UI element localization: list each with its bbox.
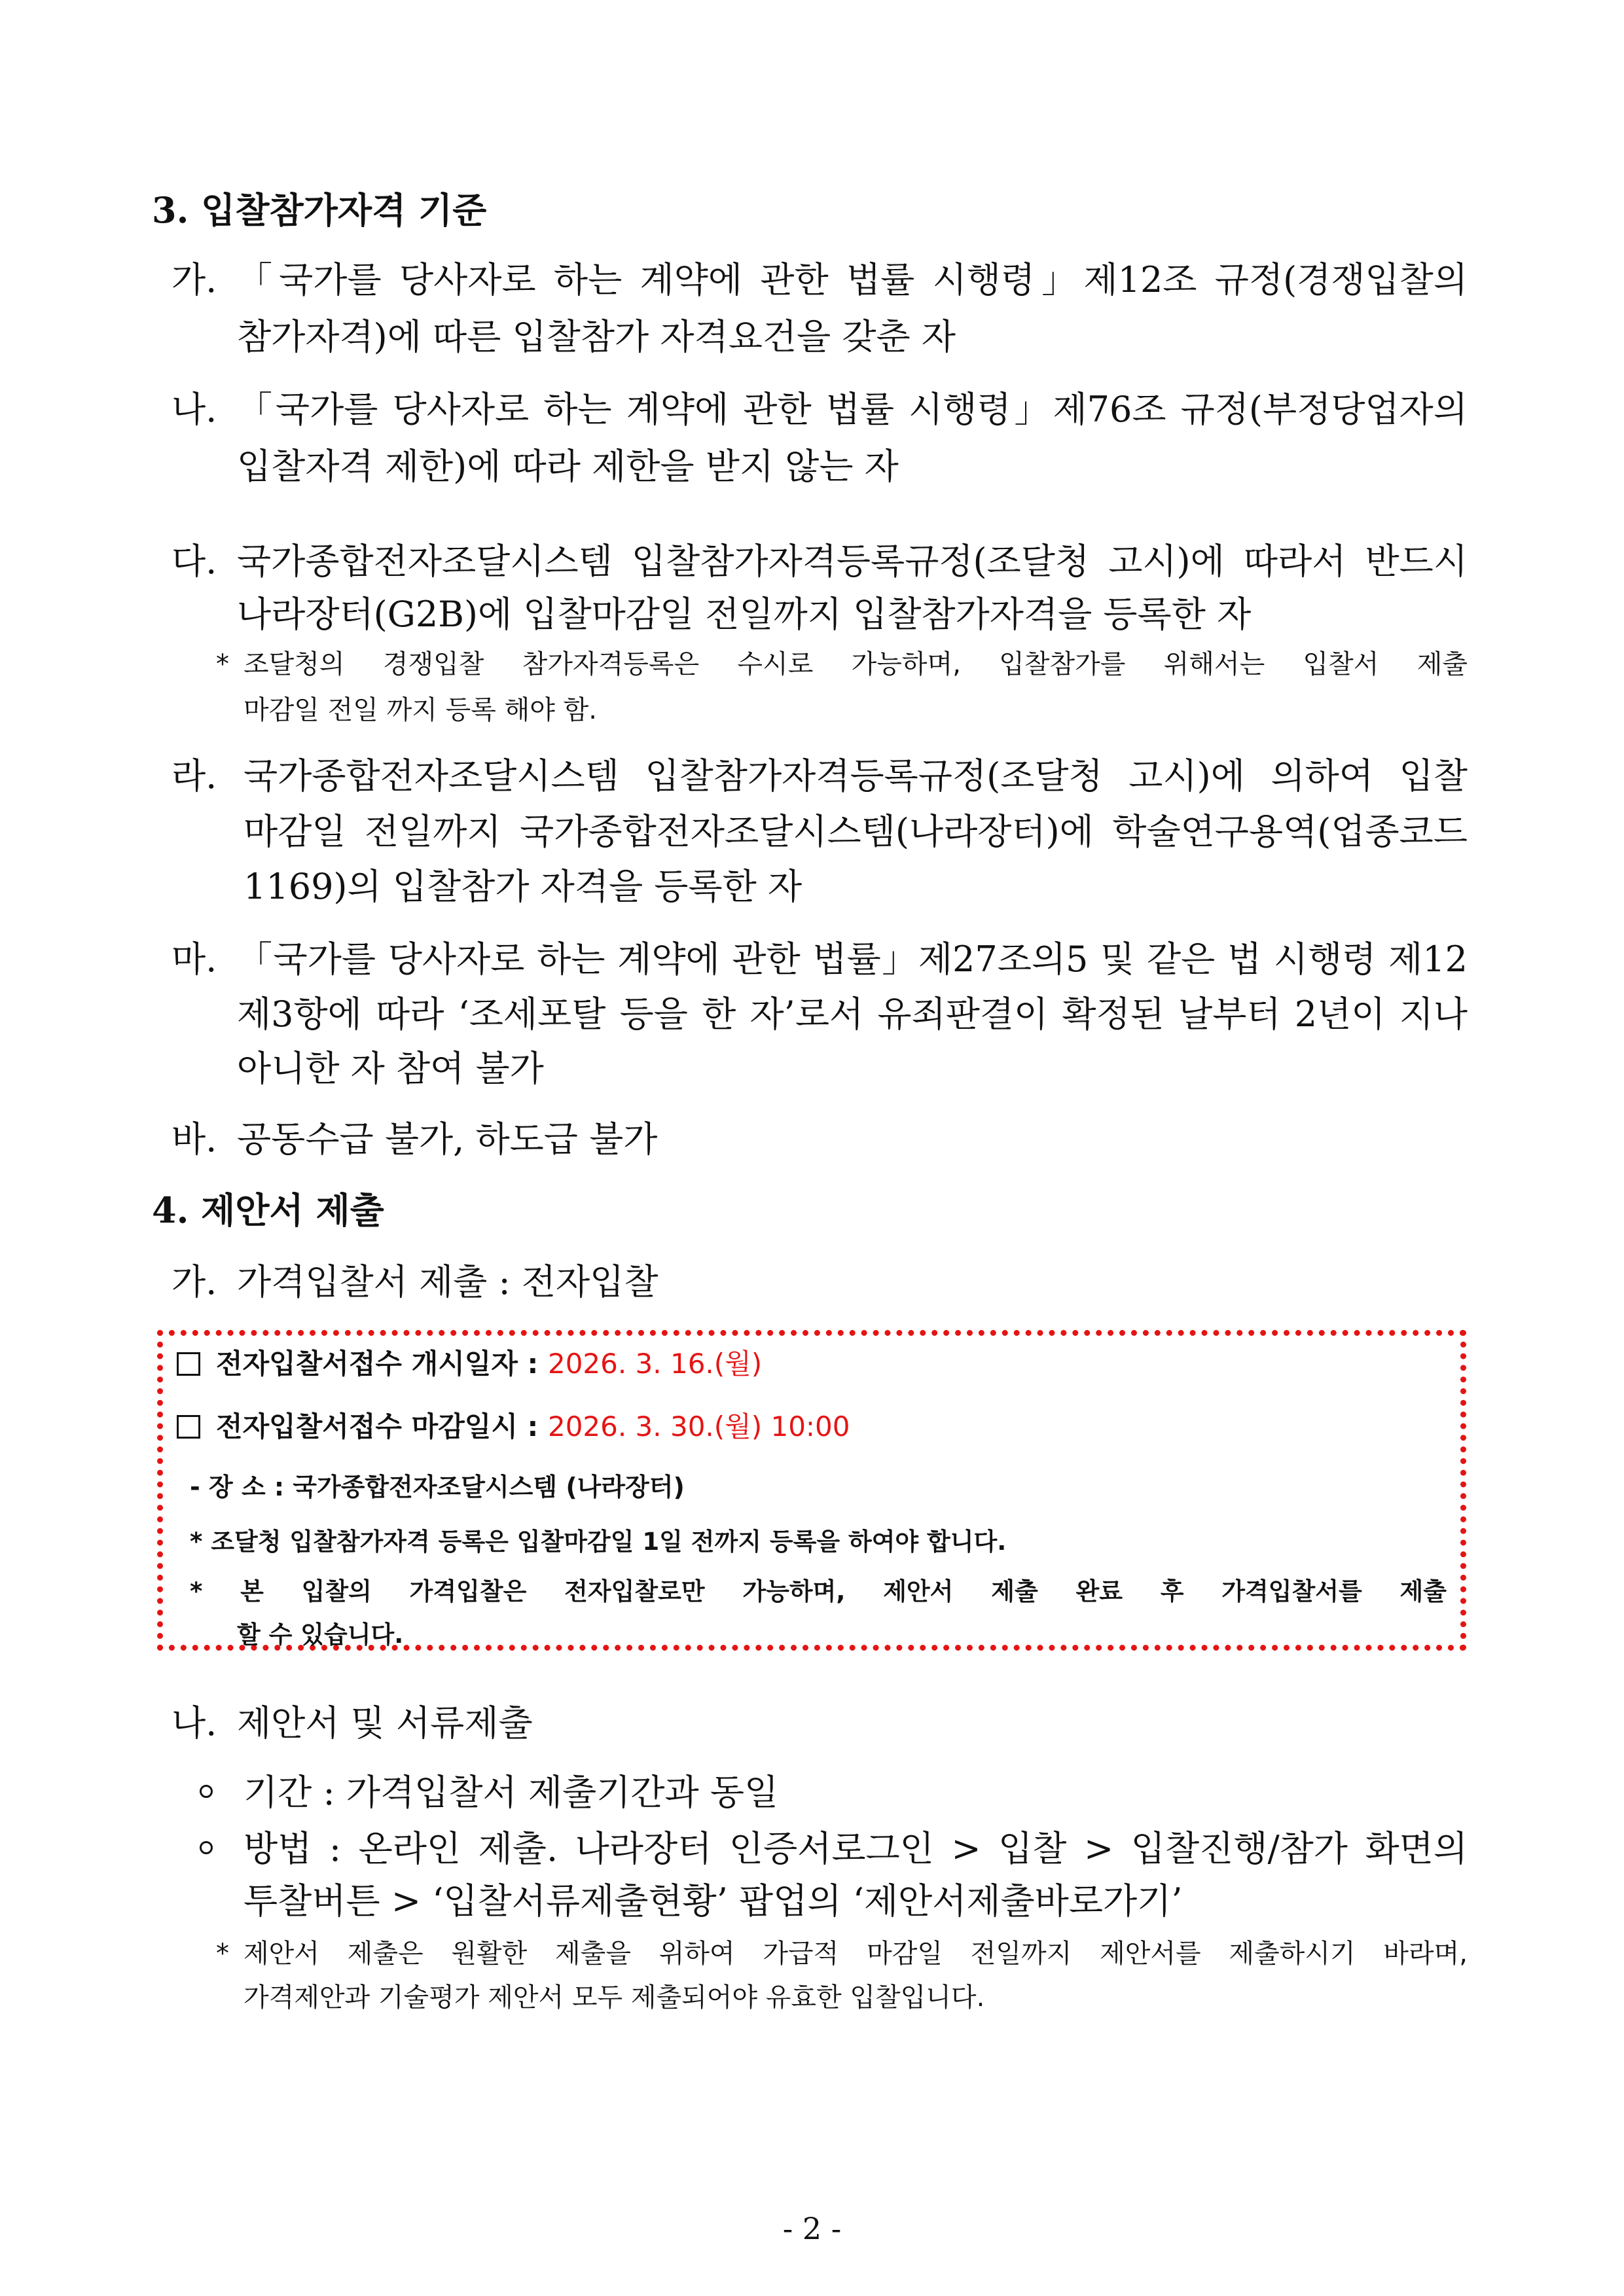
item-text: 「국가를 당사자로 하는 계약에 관한 법률」제27조의5 및 같은 법 시행령 제12 (237, 939, 1468, 980)
schedule-place: - 장 소 : 국가종합전자조달시스템 (나라장터) (190, 1473, 685, 1501)
item-marker: 가. (171, 1261, 217, 1302)
note-text: 제안서 제출은 원활한 제출을 위하여 가급적 마감일 전일까지 제안서를 제출하시기 바라며, (244, 1939, 1468, 1969)
item-text: 공동수급 불가, 하도급 불가 (237, 1119, 658, 1160)
page-number: - 2 - (782, 2211, 842, 2246)
checkbox-icon (177, 1352, 200, 1376)
period-row (200, 1771, 213, 1814)
note-text: 마감일 전일 까지 등록 해야 함. (244, 695, 597, 725)
note-marker: * (216, 649, 229, 679)
note-marker: * (216, 1939, 229, 1969)
method-text: 방법 : 온라인 제출. 나라장터 인증서로그인 > 입찰 > 입찰진행/참가 화면의 (244, 1828, 1468, 1869)
item-marker: 마. (171, 939, 217, 980)
note-text: 조달청의 경쟁입찰 참가자격등록은 수시로 가능하며, 입찰참가를 위해서는 입찰서 제출 (244, 649, 1468, 679)
item-text: 가격입찰서 제출 : 전자입찰 (237, 1261, 659, 1302)
section-3-heading: 3. 입찰참가자격 기준 (152, 189, 487, 231)
item-text: 1169)의 입찰참가 자격을 등록한 자 (244, 866, 803, 907)
item-text: 아니한 자 참여 불가 (237, 1048, 544, 1089)
section-4-heading: 4. 제안서 제출 (152, 1189, 384, 1231)
price-bid-note: * 본 입찰의 가격입찰은 전자입찰로만 가능하며, 제안서 제출 완료 후 가격입찰서를 제출 (190, 1577, 1447, 1605)
note-text: 가격제안과 기술평가 제안서 모두 제출되어야 유효한 입찰입니다. (244, 1982, 985, 2013)
item-text: 국가종합전자조달시스템 입찰참가자격등록규정(조달청 고시)에 의하여 입찰 (244, 755, 1468, 797)
price-bid-note-cont: 할 수 있습니다. (237, 1621, 404, 1649)
schedule-open-label: 전자입찰서접수 개시일자 : (216, 1348, 539, 1380)
period-text: 기간 : 가격입찰서 제출기간과 동일 (244, 1772, 779, 1813)
schedule-open-row (177, 1344, 762, 1384)
method-row (200, 1827, 213, 1871)
item-text: 마감일 전일까지 국가종합전자조달시스템(나라장터)에 학술연구용역(업종코드 (244, 811, 1468, 852)
item-text: 국가종합전자조달시스템 입찰참가자격등록규정(조달청 고시)에 따라서 반드시 (237, 541, 1468, 582)
item-marker: 다. (171, 541, 217, 582)
item-text: 「국가를 당사자로 하는 계약에 관한 법률 시행령」제12조 규정(경쟁입찰의 (237, 259, 1468, 300)
item-text: 나라장터(G2B)에 입찰마감일 전일까지 입찰참가자격을 등록한 자 (237, 594, 1252, 635)
item-marker: 라. (171, 755, 217, 797)
circle-bullet-icon (200, 1841, 213, 1854)
item-text: 입찰자격 제한)에 따라 제한을 받지 않는 자 (237, 446, 899, 487)
item-marker: 가. (171, 259, 217, 300)
item-marker: 바. (171, 1119, 217, 1160)
item-text: 참가자격)에 따른 입찰참가 자격요건을 갖춘 자 (237, 316, 956, 357)
item-text: 「국가를 당사자로 하는 계약에 관한 법률 시행령」제76조 규정(부정당업자의 (237, 389, 1468, 430)
checkbox-icon (177, 1415, 200, 1439)
item-text: 제안서 및 서류제출 (237, 1702, 533, 1744)
circle-bullet-icon (200, 1785, 213, 1798)
item-text: 제3항에 따라 ‘조세포탈 등을 한 자’로서 유죄판결이 확정된 날부터 2년이 지나 (237, 994, 1468, 1035)
schedule-open-value: 2026. 3. 16.(월) (547, 1348, 763, 1380)
registration-note: * 조달청 입찰참가자격 등록은 입찰마감일 1일 전까지 등록을 하여야 합니다. (190, 1528, 1007, 1556)
item-marker: 나. (171, 389, 217, 430)
item-marker: 나. (171, 1702, 217, 1744)
schedule-close-row (177, 1407, 850, 1446)
method-text: 투찰버튼 > ‘입찰서류제출현황’ 팝업의 ‘제안서제출바로가기’ (244, 1880, 1183, 1922)
schedule-close-value: 2026. 3. 30.(월) 10:00 (547, 1410, 850, 1443)
schedule-close-label: 전자입찰서접수 마감일시 : (216, 1410, 539, 1443)
